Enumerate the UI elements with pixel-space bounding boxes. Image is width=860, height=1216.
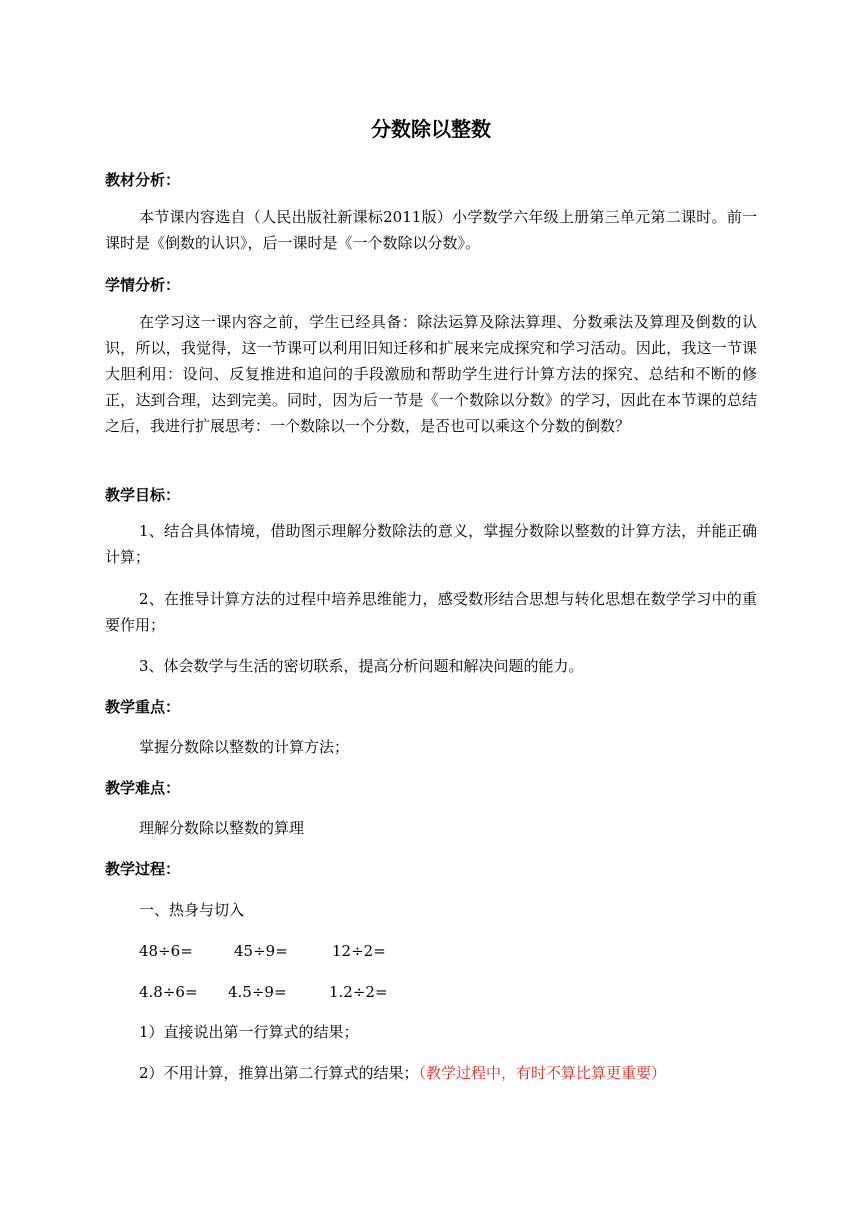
page-title: 分数除以整数 — [371, 117, 491, 141]
heading-objectives: 教学目标： — [105, 486, 181, 504]
heading-textbook-analysis: 教材分析： — [105, 171, 181, 189]
objective-item-2: 2、在推导计算方法的过程中培养思维能力，感受数形结合思想与转化思想在数学学习中的重要作用； — [105, 590, 757, 634]
process-step-1: 一、热身与切入 — [139, 901, 245, 919]
key-point-text: 掌握分数除以整数的计算方法； — [139, 738, 350, 756]
expression-row1-2: 45÷9= — [234, 942, 288, 960]
expression-row1-1: 48÷6= — [139, 942, 193, 960]
expression-row2-2: 4.5÷9= — [228, 983, 287, 1001]
objective-item-3: 3、体会数学与生活的密切联系，提高分析问题和解决问题的能力。 — [139, 657, 584, 675]
expression-row2-1: 4.8÷6= — [139, 983, 198, 1001]
difficulty-text: 理解分数除以整数的算理 — [139, 819, 305, 837]
paragraph-student-analysis: 在学习这一课内容之前，学生已经具备：除法运算及除法算理、分数乘法及算理及倒数的认识，所以，我觉得，这一节课可以利用旧知迁移和扩展来完成探究和学习活动。因此，我这一节课大胆利用：设问、反复推进和追问的手段激励和帮助学生进行计算方法的探究、总结和不断的修正，达到合理，达到完美。同时，因为后一节是《一个数除以分数》的学习，因此在本节课的总结之后，我进行扩展思考：一个数除以一个分数，是否也可以乘这个分数的倒数？ — [105, 313, 757, 435]
expression-row2-3: 1.2÷2= — [329, 983, 388, 1001]
paragraph-textbook-analysis: 本节课内容选自（人民出版社新课标2011版）小学数学六年级上册第三单元第二课时。前一课时是《倒数的认识》，后一课时是《一个数除以分数》。 — [105, 208, 757, 252]
expression-row1-3: 12÷2= — [332, 942, 386, 960]
heading-difficulty: 教学难点： — [105, 779, 181, 797]
heading-process: 教学过程： — [105, 860, 181, 878]
heading-student-analysis: 学情分析： — [105, 276, 181, 294]
process-item-2-text: 2）不用计算，推算出第二行算式的结果； — [139, 1064, 419, 1082]
process-item-2 — [139, 1063, 666, 1083]
process-item-2-note: （教学过程中，有时不算比算更重要） — [418, 1064, 667, 1082]
process-item-1: 1）直接说出第一行算式的结果； — [139, 1023, 359, 1041]
heading-key-point: 教学重点： — [105, 698, 181, 716]
objective-item-1: 1、结合具体情境，借助图示理解分数除法的意义，掌握分数除以整数的计算方法，并能正确计算； — [105, 522, 757, 566]
